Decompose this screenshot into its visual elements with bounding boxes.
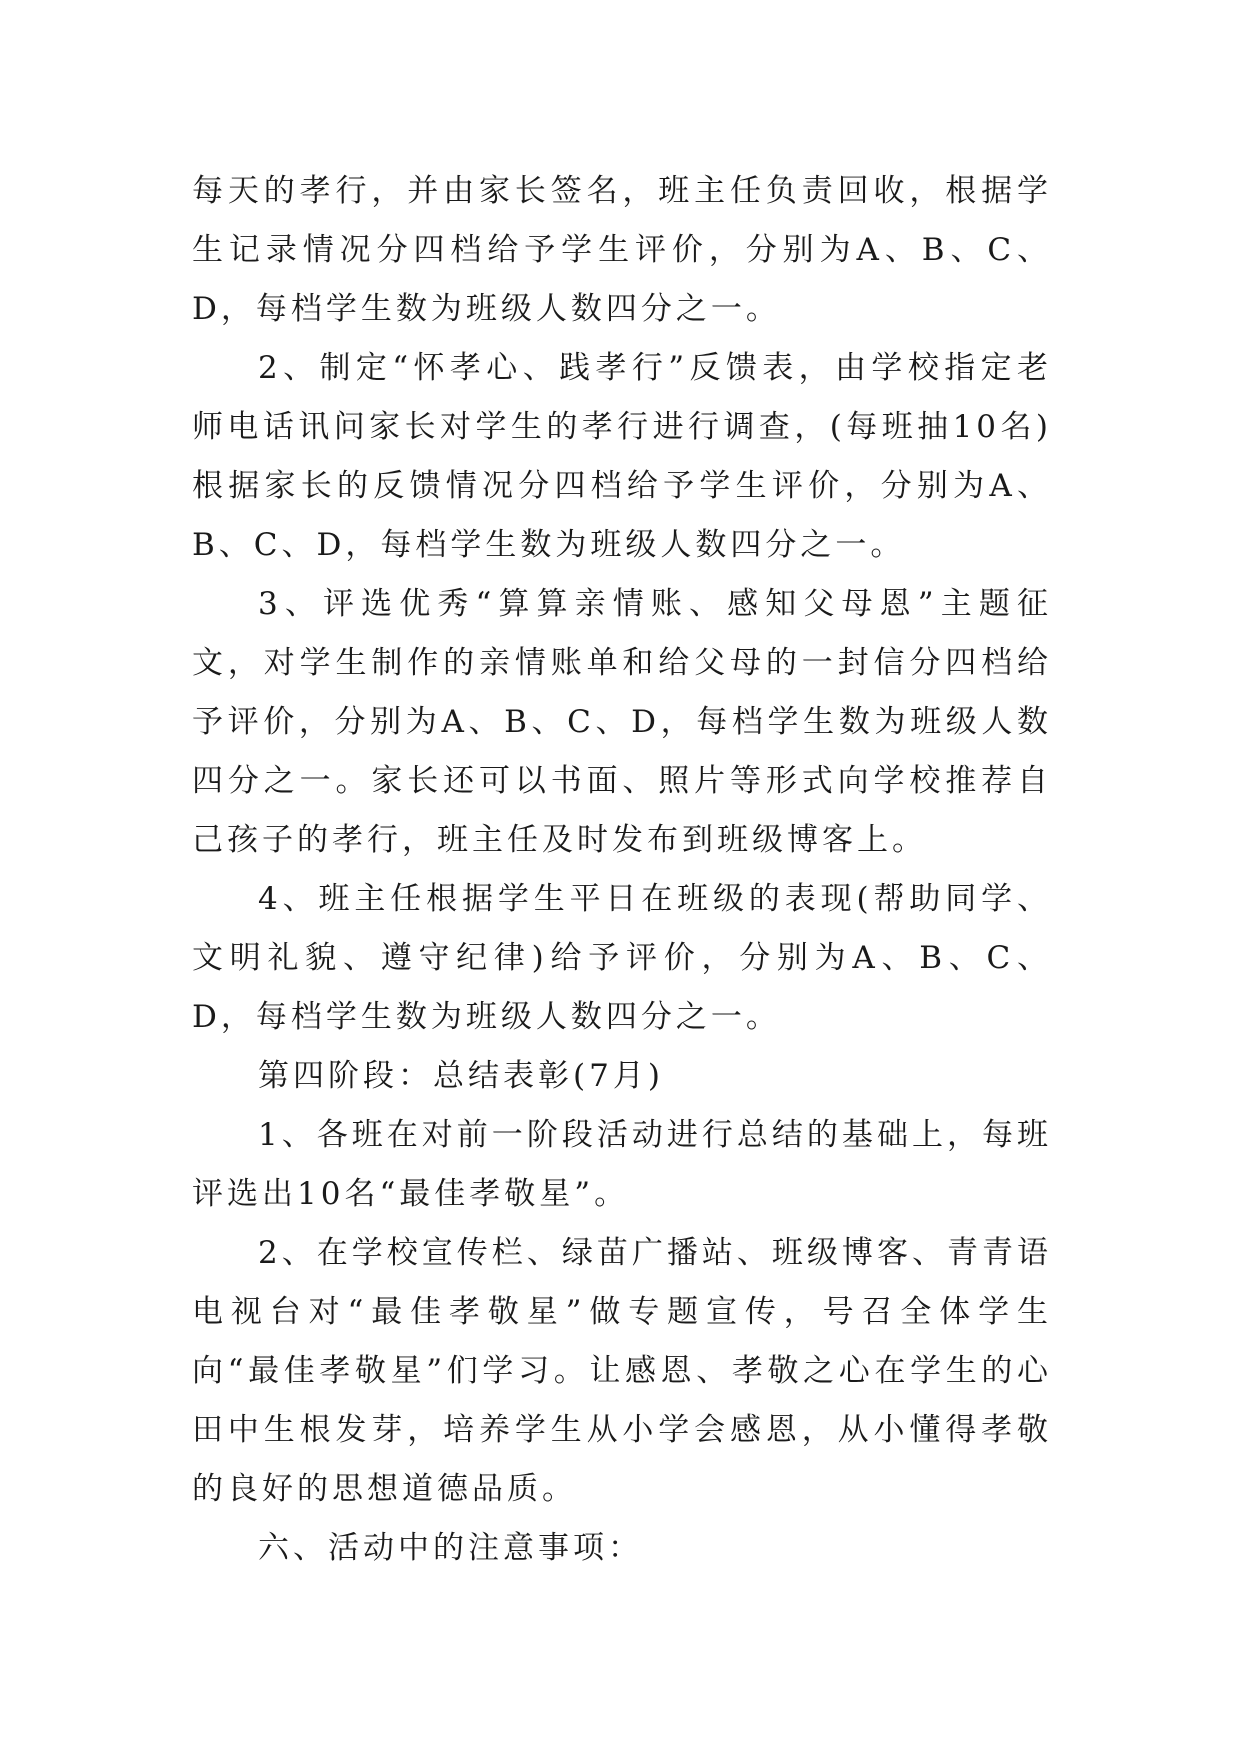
paragraph-continuation: 每天的孝行，并由家长签名，班主任负责回收，根据学生记录情况分四档给予学生评价，分别为A、B、C、D，每档学生数为班级人数四分之一。 bbox=[192, 173, 1052, 327]
section-heading-notes: 六、活动中的注意事项： bbox=[258, 1530, 643, 1566]
paragraph-teacher-evaluation: 4、班主任根据学生平日在班级的表现(帮助同学、文明礼貌、遵守纪律)给予评价，分别为A、B、C、D，每档学生数为班级人数四分之一。 bbox=[192, 881, 1052, 1035]
document-body bbox=[192, 162, 1052, 1578]
paragraph-essay-selection: 3、评选优秀“算算亲情账、感知父母恩”主题征文，对学生制作的亲情账单和给父母的一封信分四档给予评价，分别为A、B、C、D，每档学生数为班级人数四分之一。家长还可以书面、照片等形式向学校推荐自己孩子的孝行，班主任及时发布到班级博客上。 bbox=[192, 586, 1052, 858]
paragraph-publicity: 2、在学校宣传栏、绿苗广播站、班级博客、青青语电视台对“最佳孝敬星”做专题宣传，号召全体学生向“最佳孝敬星”们学习。让感恩、孝敬之心在学生的心田中生根发芽，培养学生从小学会感恩，从小懂得孝敬的良好的思想道德品质。 bbox=[192, 1235, 1052, 1507]
paragraph-feedback-form: 2、制定“怀孝心、践孝行”反馈表，由学校指定老师电话讯问家长对学生的孝行进行调查，(每班抽10名)根据家长的反馈情况分四档给予学生评价，分别为A、B、C、D，每档学生数为班级人数四分之一。 bbox=[192, 350, 1052, 563]
section-heading-stage-four: 第四阶段：总结表彰(7月) bbox=[258, 1058, 664, 1094]
paragraph-class-selection: 1、各班在对前一阶段活动进行总结的基础上，每班评选出10名“最佳孝敬星”。 bbox=[192, 1117, 1052, 1212]
